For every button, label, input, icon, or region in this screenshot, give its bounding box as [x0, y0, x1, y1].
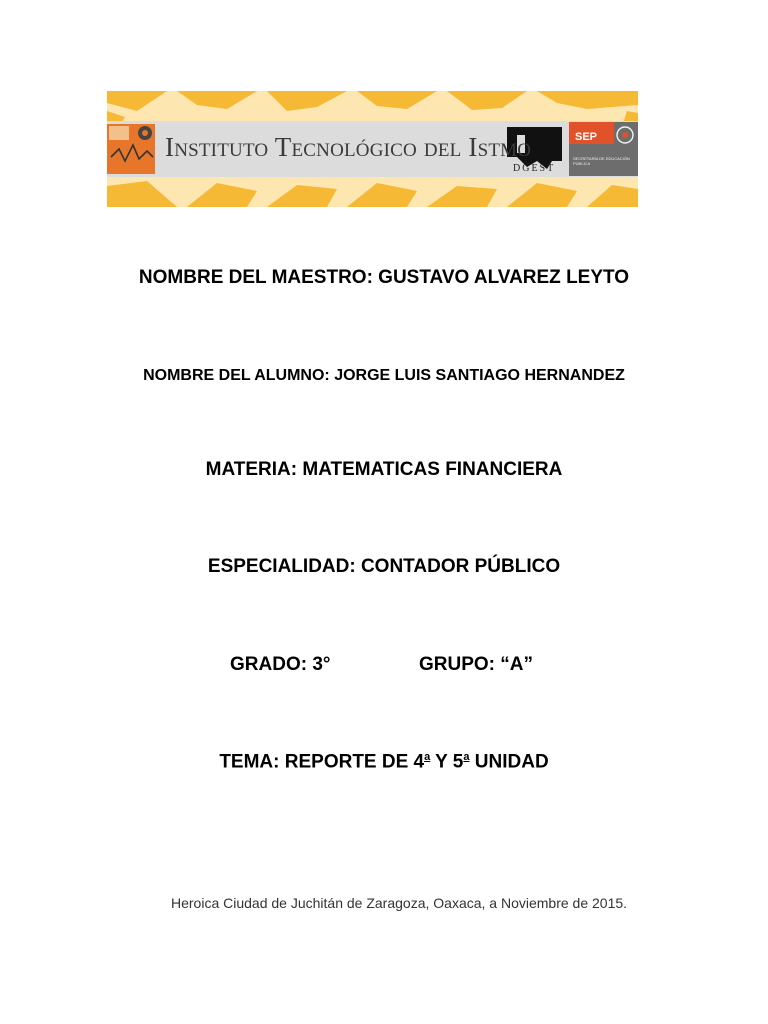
teacher-name: NOMBRE DEL MAESTRO: GUSTAVO ALVAREZ LEYTO: [138, 267, 630, 288]
student-name: NOMBRE DEL ALUMNO: JORGE LUIS SANTIAGO HERNANDEZ: [143, 367, 625, 384]
grade: GRADO: 3°: [230, 654, 331, 675]
specialty: ESPECIALIDAD: CONTADOR PÚBLICO: [207, 556, 561, 577]
topic-ordinal-1: a: [424, 751, 431, 763]
subject: MATERIA: MATEMATICAS FINANCIERA: [205, 459, 563, 480]
topic-ordinal-2: a: [463, 751, 470, 763]
sep-label: SEP: [575, 131, 598, 143]
dgest-label: DGEST: [513, 163, 556, 174]
group: GRUPO: “A”: [419, 654, 533, 675]
topic-suffix: UNIDAD: [469, 751, 549, 773]
place-date: Heroica Ciudad de Juchitán de Zaragoza, Oaxaca, a Noviembre de 2015.: [171, 895, 628, 911]
institute-name: Instituto Tecnológico del Istmo: [165, 132, 532, 162]
topic: [0, 751, 768, 773]
topic-middle: Y 5: [430, 751, 464, 773]
sep-subtitle: SECRETARÍA DE EDUCACIÓN PÚBLICA: [573, 156, 630, 166]
topic-prefix: TEMA: REPORTE DE 4: [219, 751, 425, 773]
